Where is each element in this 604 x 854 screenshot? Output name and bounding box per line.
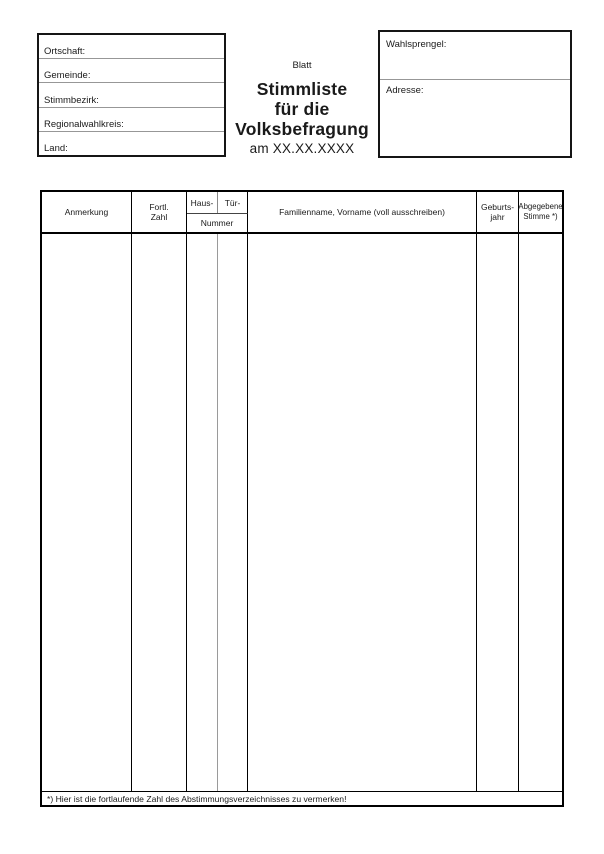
header-nummer	[187, 213, 248, 232]
header-tuer-label: Tür-	[224, 197, 241, 208]
field-row-ortschaft	[39, 35, 224, 59]
header-geburts-line1: Geburts-	[480, 202, 515, 212]
ortschaft-label: Ortschaft:	[44, 46, 86, 58]
body-column-anmerkung	[42, 234, 132, 791]
header-anmerkung	[42, 192, 132, 232]
wahlsprengel-box	[378, 30, 572, 158]
page-title	[222, 79, 382, 139]
field-row-gemeinde	[39, 59, 224, 83]
field-row-stimmbezirk	[39, 83, 224, 107]
table-footnote-row	[42, 791, 562, 805]
adresse-section	[380, 80, 570, 156]
regionalwahlkreis-label: Regionalwahlkreis:	[44, 118, 124, 130]
header-abgegebene-stimme	[519, 192, 562, 232]
adresse-label: Adresse:	[386, 85, 424, 96]
wahlsprengel-label: Wahlsprengel:	[386, 39, 447, 50]
gemeinde-label: Gemeinde:	[44, 70, 91, 82]
header-haus-label: Haus-	[190, 197, 214, 208]
body-column-geburtsjahr	[477, 234, 519, 791]
header-abgegebene-line1: Abgegebene	[518, 202, 563, 211]
table-body-empty	[42, 234, 562, 791]
stimmliste-table	[40, 190, 564, 807]
field-row-regionalwahlkreis	[39, 108, 224, 132]
title-line-3: Volksbefragung	[235, 119, 369, 139]
body-column-familienname	[248, 234, 477, 791]
footnote-text: *) Hier ist die fortlaufende Zahl des Abstimmungsverzeichnisses zu vermerken!	[47, 793, 347, 804]
header-nummer-label: Nummer	[200, 218, 234, 228]
form-title-block	[222, 60, 382, 156]
blatt-label: Blatt	[292, 60, 312, 71]
header-abgegebene-line2: Stimme *)	[523, 212, 558, 221]
field-row-land	[39, 132, 224, 155]
header-geburts-line2: jahr	[490, 212, 505, 222]
header-fortl-line2: Zahl	[150, 212, 168, 222]
header-geburtsjahr	[477, 192, 519, 232]
header-familienname-label: Familienname, Vorname (voll ausschreiben)	[279, 207, 445, 217]
header-fortl-zahl	[132, 192, 187, 232]
date-line: am XX.XX.XXXX	[249, 141, 355, 156]
header-anmerkung-label: Anmerkung	[64, 207, 109, 217]
table-header-row	[42, 192, 562, 234]
title-line-1: Stimmliste	[256, 79, 348, 99]
header-haus	[187, 192, 218, 213]
header-familienname	[248, 192, 477, 232]
stimmbezirk-label: Stimmbezirk:	[44, 94, 99, 106]
body-column-hausnummer	[187, 234, 218, 791]
location-fields-box	[37, 33, 226, 157]
header-fortl-line1: Fortl.	[149, 202, 169, 212]
header-tuer	[218, 192, 248, 213]
body-column-abgegebene-stimme	[519, 234, 562, 791]
wahlsprengel-section	[380, 32, 570, 80]
body-column-fortl-zahl	[132, 234, 187, 791]
title-line-2: für die	[274, 99, 330, 119]
body-column-tuernummer	[218, 234, 248, 791]
land-label: Land:	[44, 143, 68, 155]
